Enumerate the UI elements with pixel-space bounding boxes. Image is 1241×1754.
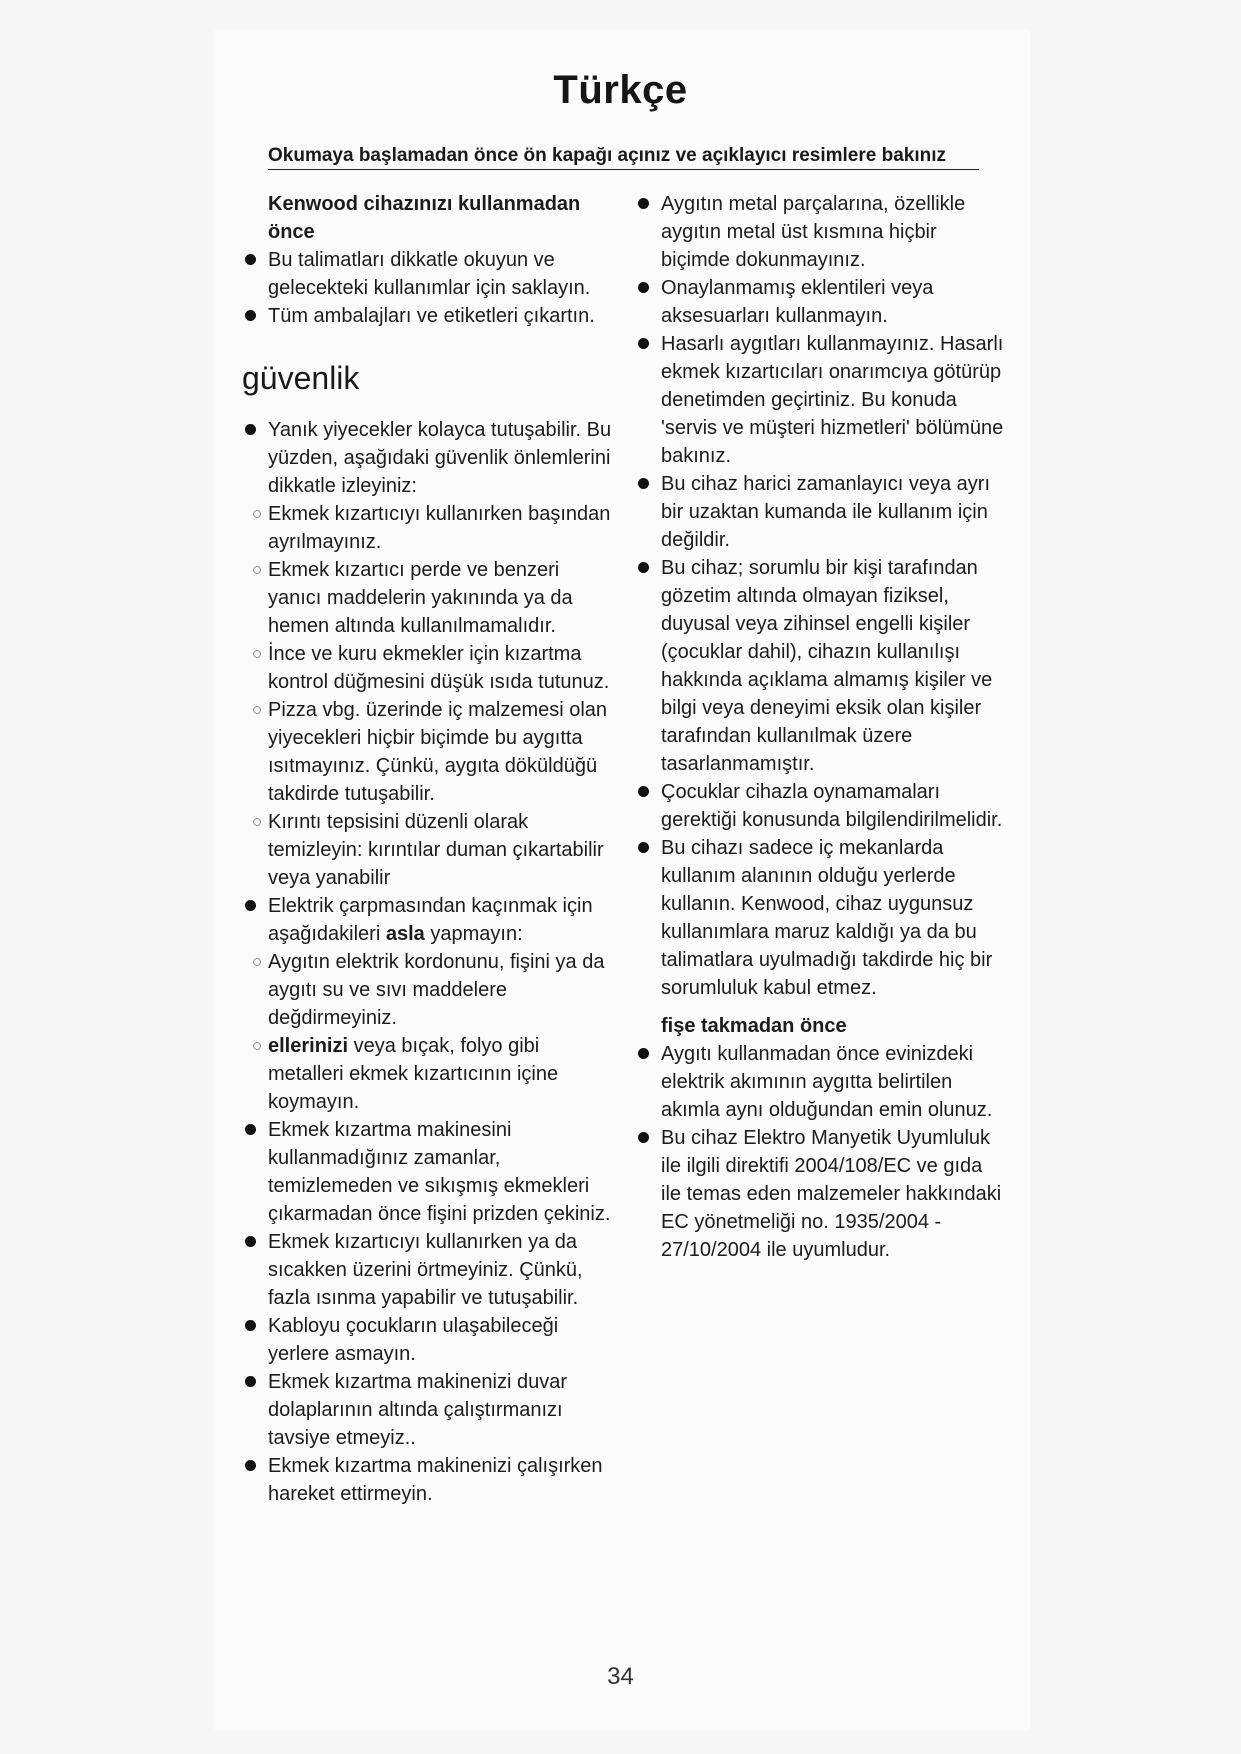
bullet-icon: [635, 834, 661, 862]
sub-list-item: Ekmek kızartıcıyı kullanırken başından ayrılmayınız.: [242, 500, 612, 556]
list-item: Tüm ambalajları ve etiketleri çıkartın.: [242, 302, 612, 330]
list-item: Bu cihaz harici zamanlayıcı veya ayrı bir uzaktan kumanda ile kullanım için değildir.: [635, 470, 1005, 554]
plug-heading: fişe takmadan önce: [661, 1015, 847, 1037]
bullet-icon: [242, 302, 268, 330]
page-number: 34: [607, 1663, 634, 1690]
bullet-icon: [635, 274, 661, 302]
sub-bullet-icon: [242, 556, 268, 584]
bullet-icon: [635, 1124, 661, 1152]
list-item: Ekmek kızartma makinenizi çalışırken hareket ettirmeyin.: [242, 1452, 612, 1508]
instruction-subtitle: Okumaya başlamadan önce ön kapağı açınız ve açıklayıcı resimlere bakınız: [268, 145, 979, 170]
bullet-icon: [635, 554, 661, 582]
sub-list-item: Ekmek kızartıcı perde ve benzeri yanıcı maddelerin yakınında ya da hemen altında kullanılmamalıdır.: [242, 556, 612, 640]
safety-heading: güvenlik: [242, 360, 360, 396]
sub-list-item: ellerinizi veya bıçak, folyo gibi metalleri ekmek kızartıcının içine koymayın.: [242, 1032, 612, 1116]
bullet-icon: [242, 892, 268, 920]
bullet-icon: [635, 778, 661, 806]
list-item: Elektrik çarpmasından kaçınmak için aşağıdakileri asla yapmayın:: [242, 892, 612, 948]
right-column: [635, 190, 1005, 1264]
bullet-icon: [242, 246, 268, 274]
list-item: Ekmek kızartıcıyı kullanırken ya da sıcakken üzerini örtmeyiniz. Çünkü, fazla ısınma yapabilir ve tutuşabilir.: [242, 1228, 612, 1312]
list-item: Aygıtı kullanmadan önce evinizdeki elektrik akımının aygıtta belirtilen akımla aynı olduğundan emin olunuz.: [635, 1040, 1005, 1124]
bullet-icon: [635, 1040, 661, 1068]
sub-bullet-icon: [242, 500, 268, 528]
bullet-icon: [242, 1228, 268, 1256]
bullet-icon: [635, 190, 661, 218]
sub-bullet-icon: [242, 696, 268, 724]
bullet-icon: [242, 416, 268, 444]
sub-list-item: Kırıntı tepsisini düzenli olarak temizleyin: kırıntılar duman çıkartabilir veya yanabilir: [242, 808, 612, 892]
bullet-icon: [242, 1116, 268, 1144]
list-item: Çocuklar cihazla oynamamaları gerektiği konusunda bilgilendirilmelidir.: [635, 778, 1005, 834]
list-item: Onaylanmamış eklentileri veya aksesuarları kullanmayın.: [635, 274, 1005, 330]
bullet-icon: [635, 470, 661, 498]
bullet-icon: [635, 330, 661, 358]
bullet-icon: [242, 1368, 268, 1396]
list-item: Bu talimatları dikkatle okuyun ve gelecekteki kullanımlar için saklayın.: [242, 246, 612, 302]
list-item: Bu cihazı sadece iç mekanlarda kullanım alanının olduğu yerlerde kullanın. Kenwood, cihaz uygunsuz kullanımlara maruz kaldığı ya da bu talimatlara uyulmadığı takdirde hiç bir sorumluluk kabul etmez.: [635, 834, 1005, 1002]
list-item: Ekmek kızartma makinesini kullanmadığınız zamanlar, temizlemeden ve sıkışmış ekmekleri çıkarmadan önce fişini prizden çekiniz.: [242, 1116, 612, 1228]
sub-bullet-icon: [242, 640, 268, 668]
bullet-icon: [242, 1312, 268, 1340]
page-title: Türkçe: [553, 68, 688, 112]
list-item: Ekmek kızartma makinenizi duvar dolaplarının altında çalıştırmanızı tavsiye etmeyiz..: [242, 1368, 612, 1452]
list-item: Bu cihaz Elektro Manyetik Uyumluluk ile ilgili direktifi 2004/108/EC ve gıda ile temas eden malzemeler hakkındaki EC yönetmeliği no. 1935/2004 - 27/10/2004 ile uyumludur.: [635, 1124, 1005, 1264]
intro-heading: Kenwood cihazınızı kullanmadan önce: [268, 193, 581, 243]
sub-list-item: İnce ve kuru ekmekler için kızartma kontrol düğmesini düşük ısıda tutunuz.: [242, 640, 612, 696]
sub-bullet-icon: [242, 948, 268, 976]
list-item: Bu cihaz; sorumlu bir kişi tarafından gözetim altında olmayan fiziksel, duyusal veya zihinsel engelli kişiler (çocuklar dahil), cihazın kullanılışı hakkında açıklama almamış kişiler ve bilgi veya deneyimi eksik olan kişiler tarafından kullanılmak üzere tasarlanmamıştır.: [635, 554, 1005, 778]
list-item: Kabloyu çocukların ulaşabileceği yerlere asmayın.: [242, 1312, 612, 1368]
list-item: Yanık yiyecekler kolayca tutuşabilir. Bu yüzden, aşağıdaki güvenlik önlemlerini dikkatle izleyiniz:: [242, 416, 612, 500]
sub-bullet-icon: [242, 808, 268, 836]
bullet-icon: [242, 1452, 268, 1480]
sub-list-item: Pizza vbg. üzerinde iç malzemesi olan yiyecekleri hiçbir biçimde bu aygıtta ısıtmayınız. Çünkü, aygıta döküldüğü takdirde tutuşabilir.: [242, 696, 612, 808]
sub-list-item: Aygıtın elektrik kordonunu, fişini ya da aygıtı su ve sıvı maddelere değdirmeyiniz.: [242, 948, 612, 1032]
sub-bullet-icon: [242, 1032, 268, 1060]
list-item: Aygıtın metal parçalarına, özellikle aygıtın metal üst kısmına hiçbir biçimde dokunmayınız.: [635, 190, 1005, 274]
left-column: [242, 190, 612, 1508]
list-item: Hasarlı aygıtları kullanmayınız. Hasarlı ekmek kızartıcıları onarımcıya götürüp denetimden geçirtiniz. Bu konuda 'servis ve müşteri hizmetleri' bölümüne bakınız.: [635, 330, 1005, 470]
